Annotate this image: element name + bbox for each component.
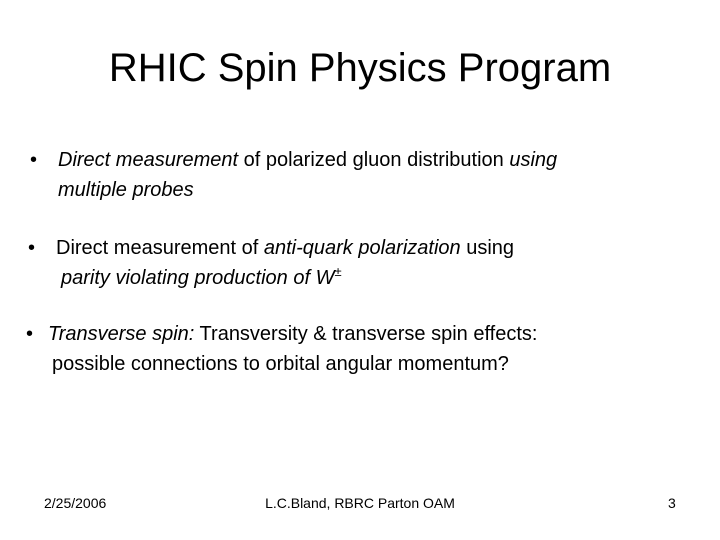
bullet-3-line-1 bbox=[48, 320, 537, 348]
bullet-dot: • bbox=[26, 323, 34, 345]
bullet-1 bbox=[30, 146, 710, 206]
bullet-2-line-2 bbox=[61, 264, 342, 292]
bullet-1-line-2: multiple probes bbox=[58, 179, 194, 201]
bullet-1-text: of polarized gluon distribution bbox=[238, 149, 510, 171]
bullet-2-text-2: using bbox=[460, 237, 515, 259]
bullet-2-line-2-text: parity violating production of W bbox=[61, 267, 335, 289]
bullet-dot: • bbox=[28, 237, 36, 259]
bullet-2-emphasis: anti-quark polarization bbox=[263, 237, 461, 259]
bullet-3-emphasis: Transverse spin: bbox=[48, 323, 195, 345]
slide-title: RHIC Spin Physics Program bbox=[108, 46, 612, 90]
bullet-1-line-1 bbox=[58, 146, 557, 174]
footer-date: 2/25/2006 bbox=[44, 495, 107, 511]
bullet-dot: • bbox=[30, 149, 38, 171]
bullet-1-emphasis: Direct measurement bbox=[58, 149, 239, 171]
bullet-2 bbox=[28, 234, 708, 294]
bullet-3 bbox=[26, 320, 716, 380]
bullet-1-emphasis-2: using bbox=[509, 149, 558, 171]
footer-page-number: 3 bbox=[668, 495, 676, 511]
pm-superscript: ± bbox=[334, 264, 342, 279]
bullet-2-line-1 bbox=[56, 234, 514, 262]
footer-presenter: L.C.Bland, RBRC Parton OAM bbox=[265, 495, 455, 511]
bullet-3-line-2: possible connections to orbital angular momentum? bbox=[52, 353, 509, 375]
bullet-3-text: Transversity & transverse spin effects: bbox=[194, 323, 538, 345]
bullet-2-text: Direct measurement of bbox=[56, 237, 264, 259]
